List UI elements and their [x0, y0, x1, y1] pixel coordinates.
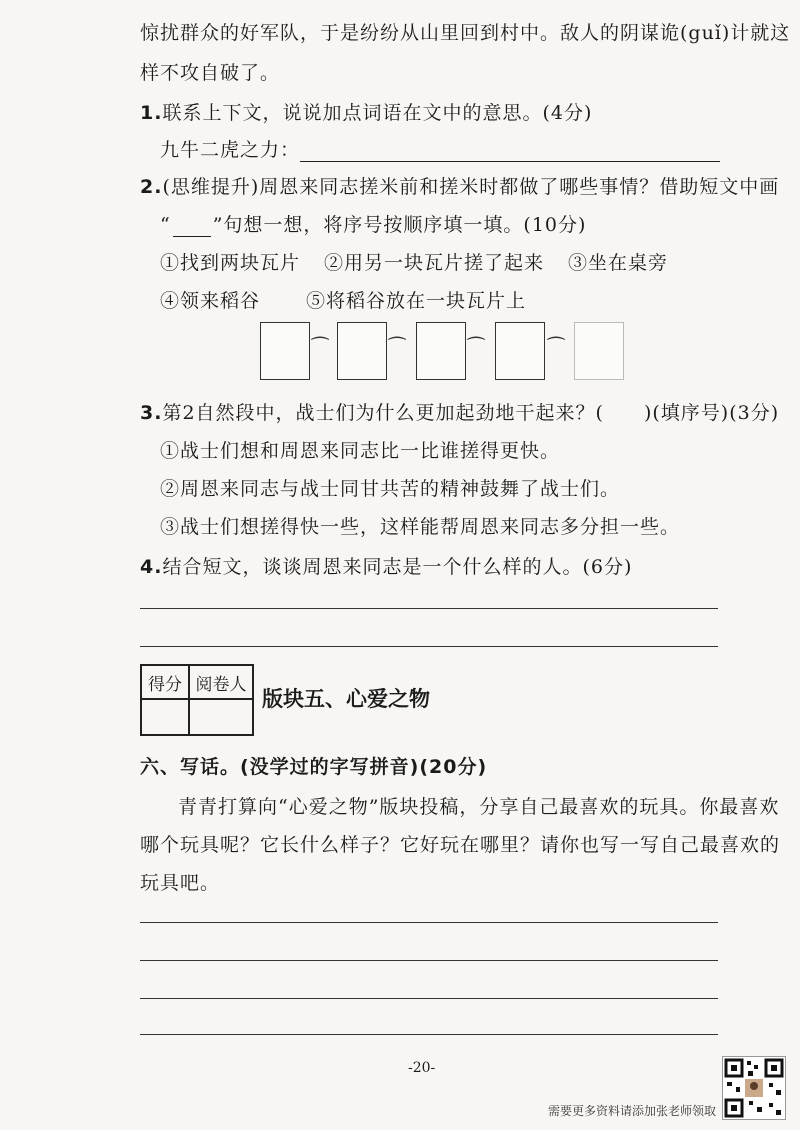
question-1-text: 联系上下文，说说加点词语在文中的意思。(4分)	[162, 102, 593, 124]
arrow-icon: ⁀	[468, 336, 485, 360]
option-3: ③坐在桌旁	[568, 252, 669, 274]
question-1-number: 1.	[140, 102, 163, 124]
score-table	[140, 664, 254, 736]
qr-code-icon	[722, 1056, 786, 1120]
answer-line[interactable]	[140, 608, 718, 609]
question-3-option-1: ①战士们想和周恩来同志比一比谁搓得更快。	[160, 440, 561, 462]
option-1: ①找到两块瓦片	[160, 252, 301, 274]
answer-line[interactable]	[140, 646, 718, 647]
open-quote: “	[160, 214, 171, 236]
writing-line[interactable]	[140, 922, 718, 923]
section-title: 版块五、心爱之物	[262, 687, 430, 711]
question-4	[140, 552, 632, 579]
page-number: -20-	[408, 1060, 436, 1076]
score-header: 得分	[141, 665, 189, 699]
writing-prompt-line-3: 玩具吧。	[140, 872, 221, 894]
arrow-icon: ⁀	[389, 336, 406, 360]
writing-line[interactable]	[140, 960, 718, 961]
question-1-phrase: 九牛二虎之力：	[160, 139, 301, 161]
question-3-option-3: ③战士们想搓得快一些，这样能帮周恩来同志多分担一些。	[160, 516, 681, 538]
option-4: ④领来稻谷	[160, 290, 261, 312]
arrow-icon: ⁀	[312, 336, 329, 360]
question-4-number: 4.	[140, 556, 163, 578]
question-1-phrase-row	[160, 135, 720, 162]
footer-note: 需要更多资料请添加张老师领取	[548, 1104, 717, 1118]
question-3-number: 3.	[140, 402, 163, 424]
question-2-line-1	[140, 172, 779, 199]
writing-prompt-line-1: 青青打算向“心爱之物”版块投稿，分享自己最喜欢的玩具。你最喜欢	[178, 796, 780, 818]
question-2-text: (思维提升)周恩来同志搓米前和搓米时都做了哪些事情？借助短文中画	[162, 176, 780, 198]
question-3	[140, 398, 779, 425]
question-1	[140, 98, 592, 125]
writing-line[interactable]	[140, 998, 718, 999]
grader-cell[interactable]	[189, 699, 253, 735]
option-5: ⑤将稻谷放在一块瓦片上	[306, 290, 527, 312]
question-1-answer-line[interactable]	[300, 143, 720, 162]
writing-prompt-line-2: 哪个玩具呢？它长什么样子？它好玩在哪里？请你也写一写自己最喜欢的	[140, 834, 781, 856]
passage-line-2: 样不攻自破了。	[140, 62, 281, 84]
question-2-line-2	[160, 210, 586, 237]
sequence-box-3[interactable]	[416, 322, 466, 380]
sequence-box-5[interactable]	[574, 322, 624, 380]
question-2-instruction: ”句想一想，将序号按顺序填一填。(10分)	[212, 214, 587, 236]
writing-heading: 六、写话。(没学过的字写拼音)(20分)	[140, 756, 488, 778]
question-2-options-row-1	[160, 248, 668, 275]
question-3-option-2: ②周恩来同志与战士同甘共苦的精神鼓舞了战士们。	[160, 478, 621, 500]
sequence-box-1[interactable]	[260, 322, 310, 380]
question-2-options-row-2	[160, 286, 526, 313]
sequence-box-4[interactable]	[495, 322, 545, 380]
passage-line-1: 惊扰群众的好军队，于是纷纷从山里回到村中。敌人的阴谋诡(guǐ)计就这	[140, 22, 791, 44]
question-2-fill-blank[interactable]	[173, 218, 211, 237]
arrow-icon: ⁀	[548, 336, 565, 360]
question-4-text: 结合短文，谈谈周恩来同志是一个什么样的人。(6分)	[162, 556, 633, 578]
score-cell[interactable]	[141, 699, 189, 735]
sequence-box-2[interactable]	[337, 322, 387, 380]
question-3-text: 第2自然段中，战士们为什么更加起劲地干起来？( )(填序号)(3分)	[162, 402, 780, 424]
grader-header: 阅卷人	[189, 665, 253, 699]
writing-line[interactable]	[140, 1034, 718, 1035]
option-2: ②用另一块瓦片搓了起来	[324, 252, 545, 274]
question-2-number: 2.	[140, 176, 163, 198]
